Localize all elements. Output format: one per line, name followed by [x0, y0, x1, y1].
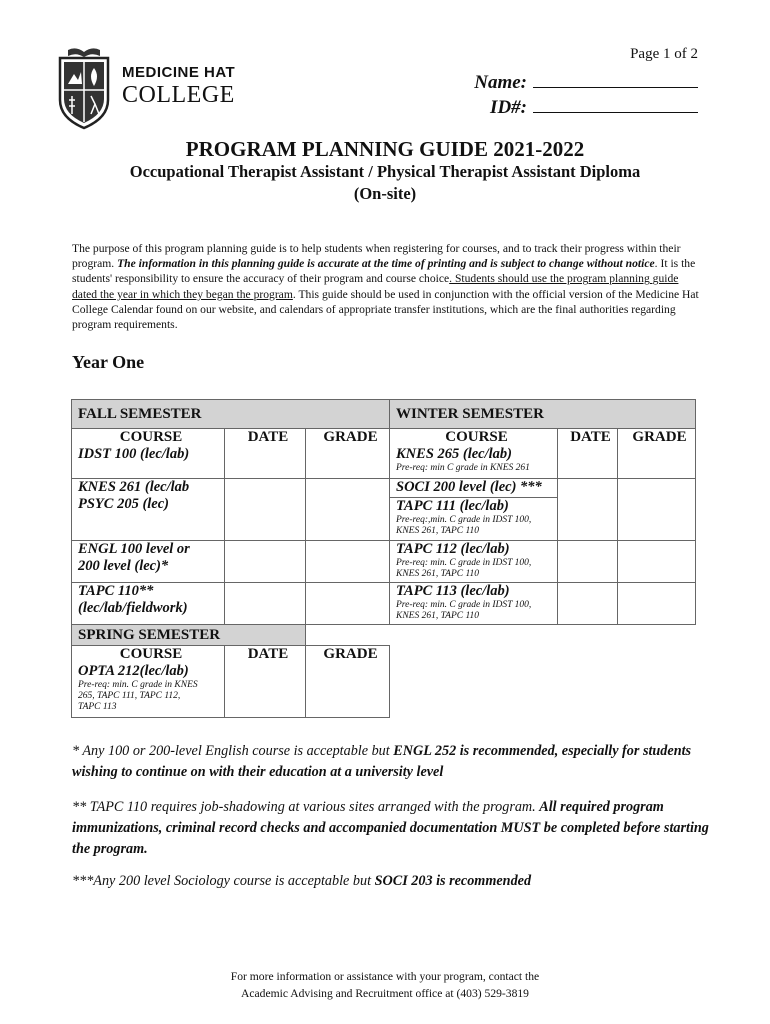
- prereq-opta212-3: TAPC 113: [78, 702, 117, 712]
- subtitle-line1: Occupational Therapist Assistant / Physical Therapist Assistant Diploma: [129, 162, 641, 181]
- col-grade-header: GRADE: [323, 429, 378, 445]
- course-knes261: KNES 261 (lec/lab: [78, 479, 190, 495]
- winter-date-cell[interactable]: [558, 479, 618, 541]
- spring-grade-cell[interactable]: [306, 646, 390, 718]
- intro-paragraph: [72, 241, 700, 332]
- col-grade-header: GRADE: [632, 429, 687, 445]
- note-tapc110-bold: All required program immunizations, criminal record checks and accompanied documentation MUST be completed before starting the program.: [72, 799, 709, 857]
- fall-semester-header: FALL SEMESTER: [72, 400, 390, 429]
- intro-disclaimer: The information in this planning guide is accurate at the time of printing and is subject to change without notice: [117, 257, 655, 271]
- fall-grade-cell[interactable]: [306, 583, 390, 625]
- prereq-opta212-1: Pre-req: min. C grade in KNES: [78, 680, 198, 690]
- winter-date-cell[interactable]: [558, 429, 618, 479]
- logo-text-line1: MEDICINE HAT: [122, 64, 236, 81]
- col-course-header: COURSE: [119, 429, 183, 445]
- prereq-tapc113-1: Pre-req: min. C grade in IDST 100,: [396, 600, 532, 610]
- col-date-header: DATE: [247, 429, 289, 445]
- course-tapc110-cont: (lec/lab/fieldwork): [78, 600, 188, 616]
- course-opta212: OPTA 212(lec/lab): [78, 663, 189, 679]
- prereq-tapc111-1: Pre-req:,min. C grade in IDST 100,: [396, 515, 532, 525]
- prereq-tapc111-2: KNES 261, TAPC 110: [396, 526, 480, 536]
- footer-contact: [0, 968, 770, 1002]
- fall-date-cell[interactable]: [225, 479, 306, 541]
- note-english-text: * Any 100 or 200-level English course is acceptable but: [72, 743, 394, 759]
- fall-course-cell: [72, 479, 225, 541]
- note-sociology: [72, 871, 712, 892]
- note-tapc110: [72, 797, 712, 860]
- prereq-tapc112-2: KNES 261, TAPC 110: [396, 569, 480, 579]
- subtitle-line2: (On-site): [353, 184, 417, 203]
- winter-grade-cell[interactable]: [618, 541, 696, 583]
- fall-grade-cell[interactable]: [306, 541, 390, 583]
- winter-course-cell: [390, 479, 558, 541]
- name-label: Name:: [474, 72, 527, 93]
- col-grade-header: GRADE: [323, 646, 378, 662]
- course-tapc112: TAPC 112 (lec/lab): [396, 541, 510, 557]
- intro-underlined-2: the year in which they began the program: [97, 287, 293, 301]
- fall-course-cell: [72, 541, 225, 583]
- intro-text-1: The purpose of this program planning guide is to help students when registering for courses, and to track their progress within their program.: [72, 242, 681, 271]
- note-sociology-text: ***Any 200 level Sociology course is acceptable but: [72, 873, 375, 889]
- intro-text-2: . It is the students' responsibility to ensure the accuracy of their program and course choice: [72, 257, 696, 286]
- col-course-header: COURSE: [445, 429, 508, 445]
- course-knes265: KNES 265 (lec/lab): [396, 446, 512, 462]
- page-title: PROGRAM PLANNING GUIDE 2021-2022: [185, 137, 585, 161]
- intro-text-3: . This guide should be used in conjunction with the official version of the Medicine Hat College Calendar found on our website, and calendars of appropriate transfer institutions, which are the final authorities regarding program requirements.: [72, 287, 699, 332]
- winter-course-cell: [390, 541, 558, 583]
- course-psyc205: PSYC 205 (lec): [78, 496, 170, 512]
- logo-text-line2: COLLEGE: [122, 82, 235, 108]
- note-sociology-bold: SOCI 203 is recommended: [374, 873, 532, 889]
- college-logo: [58, 44, 258, 132]
- name-field[interactable]: [533, 70, 698, 88]
- id-field[interactable]: [533, 95, 698, 113]
- prereq-opta212-2: 265, TAPC 111, TAPC 112,: [78, 691, 181, 701]
- course-idst100: IDST 100 (lec/lab): [78, 446, 190, 462]
- winter-date-cell[interactable]: [558, 583, 618, 625]
- prereq-tapc112-1: Pre-req: min. C grade in IDST 100,: [396, 558, 532, 568]
- note-english-bold: ENGL 252 is recommended, especially for students wishing to continue on with their education at a university level: [72, 743, 692, 780]
- id-label: ID#:: [490, 97, 527, 118]
- footer-line2: Academic Advising and Recruitment office at (403) 529-3819: [241, 987, 529, 1000]
- intro-underlined-1: . Students should use the program planning guide dated: [72, 272, 679, 301]
- winter-grade-cell[interactable]: [618, 429, 696, 479]
- col-date-header: DATE: [570, 429, 611, 445]
- fall-grade-cell[interactable]: [306, 479, 390, 541]
- page-subtitle: [0, 161, 770, 205]
- course-tapc110: TAPC 110**: [78, 583, 154, 599]
- course-tapc113: TAPC 113 (lec/lab): [396, 583, 510, 599]
- winter-grade-cell[interactable]: [618, 583, 696, 625]
- fall-grade-cell[interactable]: [306, 429, 390, 479]
- winter-semester-header: WINTER SEMESTER: [390, 400, 696, 429]
- course-engl100: ENGL 100 level or: [78, 541, 190, 557]
- shield-icon: [58, 44, 110, 130]
- col-course-header: COURSE: [119, 646, 183, 662]
- footer-line1: For more information or assistance with your program, contact the: [230, 970, 540, 983]
- course-engl-cont: 200 level (lec)*: [78, 558, 169, 574]
- winter-course-cell: [390, 429, 558, 479]
- spring-course-cell: [72, 646, 225, 718]
- course-soci200: SOCI 200 level (lec) ***: [390, 479, 557, 498]
- fall-date-cell[interactable]: [225, 541, 306, 583]
- note-tapc110-text: ** TAPC 110 requires job-shadowing at various sites arranged with the program.: [72, 799, 540, 815]
- course-tapc111: TAPC 111 (lec/lab): [396, 498, 509, 514]
- schedule-table: [71, 399, 696, 718]
- winter-grade-cell[interactable]: [618, 479, 696, 541]
- col-date-header: DATE: [247, 646, 289, 662]
- fall-course-cell: [72, 429, 225, 479]
- year-heading: Year One: [72, 352, 145, 372]
- note-english: [72, 741, 712, 783]
- student-info: [474, 70, 698, 120]
- page-number: Page 1 of 2: [630, 46, 698, 62]
- fall-date-cell[interactable]: [225, 429, 306, 479]
- fall-date-cell[interactable]: [225, 583, 306, 625]
- prereq-knes265: Pre-req: min C grade in KNES 261: [396, 463, 530, 473]
- prereq-tapc113-2: KNES 261, TAPC 110: [396, 611, 480, 621]
- spring-date-cell[interactable]: [225, 646, 306, 718]
- spring-semester-header: SPRING SEMESTER: [72, 625, 306, 646]
- winter-date-cell[interactable]: [558, 541, 618, 583]
- winter-course-cell: [390, 583, 558, 625]
- fall-course-cell: [72, 583, 225, 625]
